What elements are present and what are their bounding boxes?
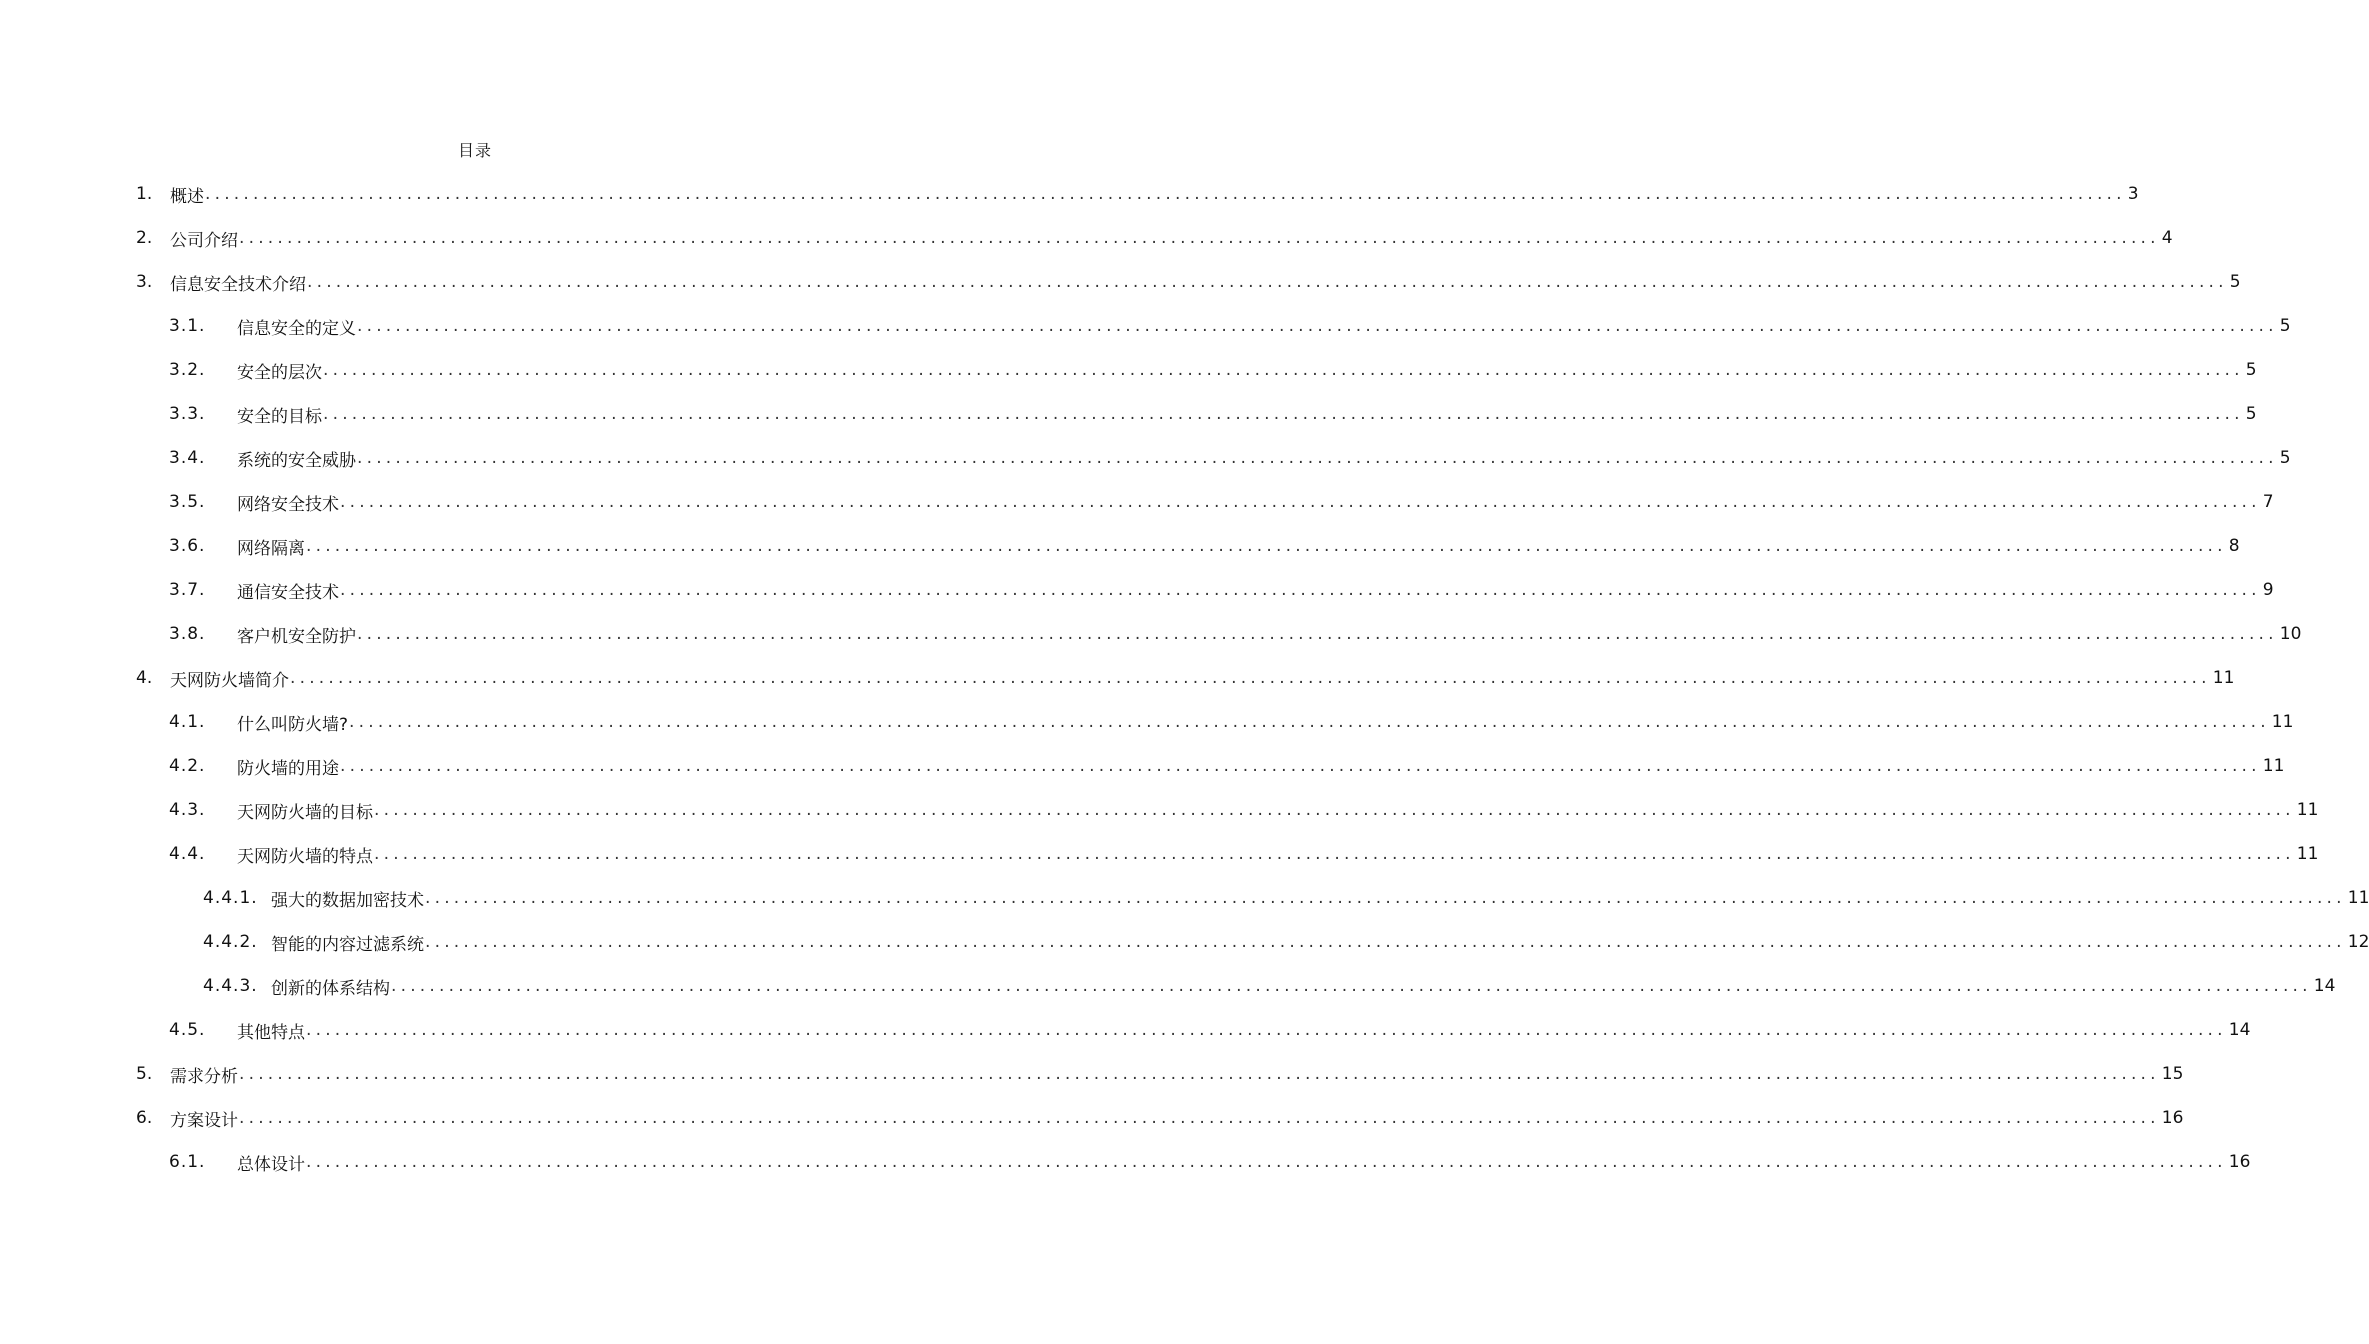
toc-entry-title: 天网防火墙简介 xyxy=(170,670,289,691)
toc-entry[interactable] xyxy=(0,876,2369,920)
toc-dot-leader: ........................................................................................................................................................................................................ xyxy=(357,448,2278,468)
toc-entry-body xyxy=(170,666,2235,691)
toc-entry-number: 3.5. xyxy=(169,492,206,512)
toc-entry-body xyxy=(237,842,2319,867)
toc-entry-body xyxy=(170,182,2139,207)
toc-dot-leader: ........................................................................................................................................................................................................ xyxy=(391,976,2312,996)
toc-entry-page-number: 11 xyxy=(2262,756,2285,776)
toc-entry-title: 信息安全技术介绍 xyxy=(170,274,306,295)
toc-entry-page-number: 11 xyxy=(2271,712,2294,732)
toc-entry[interactable] xyxy=(0,1140,2251,1184)
toc-entry-page-number: 16 xyxy=(2228,1152,2251,1172)
toc-entry-page-number: 15 xyxy=(2161,1064,2184,1084)
toc-entry-title: 天网防火墙的特点 xyxy=(237,846,373,867)
toc-entry-page-number: 7 xyxy=(2262,492,2274,512)
toc-dot-leader: ........................................................................................................................................................................................................ xyxy=(374,844,2295,864)
toc-entry-page-number: 14 xyxy=(2228,1020,2251,1040)
toc-entry-body xyxy=(237,534,2240,559)
toc-entry[interactable] xyxy=(0,1052,2184,1096)
toc-entry[interactable] xyxy=(0,612,2302,656)
toc-entry-body xyxy=(271,974,2336,999)
toc-entry-title: 安全的层次 xyxy=(237,362,322,383)
toc-entry-page-number: 5 xyxy=(2279,316,2291,336)
toc-entry[interactable] xyxy=(0,832,2319,876)
toc-dot-leader: ........................................................................................................................................................................................................ xyxy=(340,492,2261,512)
toc-entry[interactable] xyxy=(0,304,2291,348)
toc-dot-leader: ........................................................................................................................................................................................................ xyxy=(340,756,2261,776)
toc-entry-title: 概述 xyxy=(170,186,204,207)
toc-entry-body xyxy=(237,754,2285,779)
toc-entry-page-number: 11 xyxy=(2296,844,2319,864)
toc-entry-number: 3.7. xyxy=(169,580,206,600)
toc-entry-title: 总体设计 xyxy=(237,1154,305,1175)
toc-entry[interactable] xyxy=(0,700,2294,744)
toc-entry-title: 网络隔离 xyxy=(237,538,305,559)
toc-entry-title: 信息安全的定义 xyxy=(237,318,356,339)
toc-entry[interactable] xyxy=(0,1096,2184,1140)
toc-dot-leader: ........................................................................................................................................................................................................ xyxy=(323,360,2244,380)
toc-entry-number: 6.1. xyxy=(169,1152,206,1172)
toc-dot-leader: ........................................................................................................................................................................................................ xyxy=(307,272,2228,292)
toc-entry-title: 强大的数据加密技术 xyxy=(271,890,424,911)
toc-entry-page-number: 4 xyxy=(2161,228,2173,248)
toc-entry-page-number: 10 xyxy=(2279,624,2302,644)
toc-entry-number: 3. xyxy=(136,272,153,292)
toc-entry-title: 天网防火墙的目标 xyxy=(237,802,373,823)
toc-entry[interactable] xyxy=(0,524,2240,568)
toc-entry-number: 4. xyxy=(136,668,153,688)
toc-entry-title: 智能的内容过滤系统 xyxy=(271,934,424,955)
toc-entry-number: 5. xyxy=(136,1064,153,1084)
toc-entry[interactable] xyxy=(0,964,2336,1008)
toc-dot-leader: ........................................................................................................................................................................................................ xyxy=(357,316,2278,336)
toc-entry-title: 系统的安全威胁 xyxy=(237,450,356,471)
toc-entry-page-number: 5 xyxy=(2245,404,2257,424)
toc-entry-body xyxy=(237,1018,2251,1043)
toc-entry-page-number: 12 xyxy=(2347,932,2369,952)
toc-entry-title: 网络安全技术 xyxy=(237,494,339,515)
toc-entry-number: 3.4. xyxy=(169,448,206,468)
toc-entry-number: 3.1. xyxy=(169,316,206,336)
toc-entry-body xyxy=(237,314,2291,339)
toc-dot-leader: ........................................................................................................................................................................................................ xyxy=(349,712,2270,732)
toc-entry-number: 1. xyxy=(136,184,153,204)
toc-entry-number: 3.2. xyxy=(169,360,206,380)
toc-entry-number: 4.3. xyxy=(169,800,206,820)
toc-entry-page-number: 5 xyxy=(2279,448,2291,468)
toc-entry[interactable] xyxy=(0,788,2319,832)
toc-entry-number: 4.4. xyxy=(169,844,206,864)
toc-entry-body xyxy=(237,402,2257,427)
toc-dot-leader: ........................................................................................................................................................................................................ xyxy=(323,404,2244,424)
toc-entry-number: 4.1. xyxy=(169,712,206,732)
toc-entry[interactable] xyxy=(0,436,2291,480)
toc-dot-leader: ........................................................................................................................................................................................................ xyxy=(340,580,2261,600)
toc-entry[interactable] xyxy=(0,568,2274,612)
toc-dot-leader: ........................................................................................................................................................................................................ xyxy=(239,228,2160,248)
toc-entry-body xyxy=(237,490,2274,515)
toc-entry-body xyxy=(170,270,2241,295)
toc-entry-body xyxy=(237,1150,2251,1175)
toc-dot-leader: ........................................................................................................................................................................................................ xyxy=(425,932,2346,952)
toc-entry[interactable] xyxy=(0,172,2139,216)
toc-entry-title: 需求分析 xyxy=(170,1066,238,1087)
toc-entry-number: 4.4.2. xyxy=(203,932,258,952)
toc-entry-page-number: 5 xyxy=(2229,272,2241,292)
toc-entry-number: 4.4.3. xyxy=(203,976,258,996)
toc-entry-number: 3.8. xyxy=(169,624,206,644)
toc-entry-number: 3.3. xyxy=(169,404,206,424)
toc-entry-number: 2. xyxy=(136,228,153,248)
toc-entry-body xyxy=(237,578,2274,603)
toc-entry[interactable] xyxy=(0,744,2285,788)
toc-entry-title: 公司介绍 xyxy=(170,230,238,251)
toc-entry-number: 4.5. xyxy=(169,1020,206,1040)
toc-entry-page-number: 11 xyxy=(2212,668,2235,688)
toc-entry-number: 4.4.1. xyxy=(203,888,258,908)
toc-entry-body xyxy=(237,710,2294,735)
toc-entry-body xyxy=(170,226,2173,251)
toc-entry-title: 安全的目标 xyxy=(237,406,322,427)
toc-dot-leader: ........................................................................................................................................................................................................ xyxy=(425,888,2346,908)
toc-entry-number: 4.2. xyxy=(169,756,206,776)
toc-entry-title: 客户机安全防护 xyxy=(237,626,356,647)
toc-entry-title: 创新的体系结构 xyxy=(271,978,390,999)
toc-entry-body xyxy=(271,930,2369,955)
toc-entry-title: 其他特点 xyxy=(237,1022,305,1043)
toc-entry-title: 防火墙的用途 xyxy=(237,758,339,779)
toc-entry-page-number: 14 xyxy=(2313,976,2336,996)
toc-entry[interactable] xyxy=(0,480,2274,524)
toc-dot-leader: ........................................................................................................................................................................................................ xyxy=(205,184,2126,204)
toc-entry-body xyxy=(237,446,2291,471)
toc-entry-page-number: 8 xyxy=(2228,536,2240,556)
toc-entry-body xyxy=(271,886,2369,911)
toc-dot-leader: ........................................................................................................................................................................................................ xyxy=(239,1108,2160,1128)
toc-entry-page-number: 11 xyxy=(2296,800,2319,820)
toc-entry-body xyxy=(170,1062,2184,1087)
toc-dot-leader: ........................................................................................................................................................................................................ xyxy=(357,624,2278,644)
toc-entry-number: 3.6. xyxy=(169,536,206,556)
toc-entry[interactable] xyxy=(0,348,2257,392)
toc-entry[interactable] xyxy=(0,920,2369,964)
toc-dot-leader: ........................................................................................................................................................................................................ xyxy=(239,1064,2160,1084)
toc-entry-title: 方案设计 xyxy=(170,1110,238,1131)
toc-entry[interactable] xyxy=(0,656,2235,700)
toc-dot-leader: ........................................................................................................................................................................................................ xyxy=(306,1020,2227,1040)
toc-entry-body xyxy=(237,358,2257,383)
toc-title: 目录 xyxy=(457,141,492,160)
toc-entry[interactable] xyxy=(0,260,2241,304)
toc-entry[interactable] xyxy=(0,1008,2251,1052)
toc-entry-body xyxy=(237,798,2319,823)
toc-entry-title: 通信安全技术 xyxy=(237,582,339,603)
toc-entry[interactable] xyxy=(0,216,2173,260)
toc-entry[interactable] xyxy=(0,392,2257,436)
toc-entry-body xyxy=(237,622,2302,647)
toc-entry-number: 6. xyxy=(136,1108,153,1128)
toc-entry-title: 什么叫防火墙? xyxy=(237,714,349,735)
toc-dot-leader: ........................................................................................................................................................................................................ xyxy=(290,668,2211,688)
toc-dot-leader: ........................................................................................................................................................................................................ xyxy=(374,800,2295,820)
toc-entry-page-number: 9 xyxy=(2262,580,2274,600)
toc-entry-page-number: 11 xyxy=(2347,888,2369,908)
toc-entry-page-number: 16 xyxy=(2161,1108,2184,1128)
toc-entry-body xyxy=(170,1106,2184,1131)
toc-dot-leader: ........................................................................................................................................................................................................ xyxy=(306,1152,2227,1172)
toc-entry-page-number: 5 xyxy=(2245,360,2257,380)
toc-entry-page-number: 3 xyxy=(2127,184,2139,204)
toc-dot-leader: ........................................................................................................................................................................................................ xyxy=(306,536,2227,556)
